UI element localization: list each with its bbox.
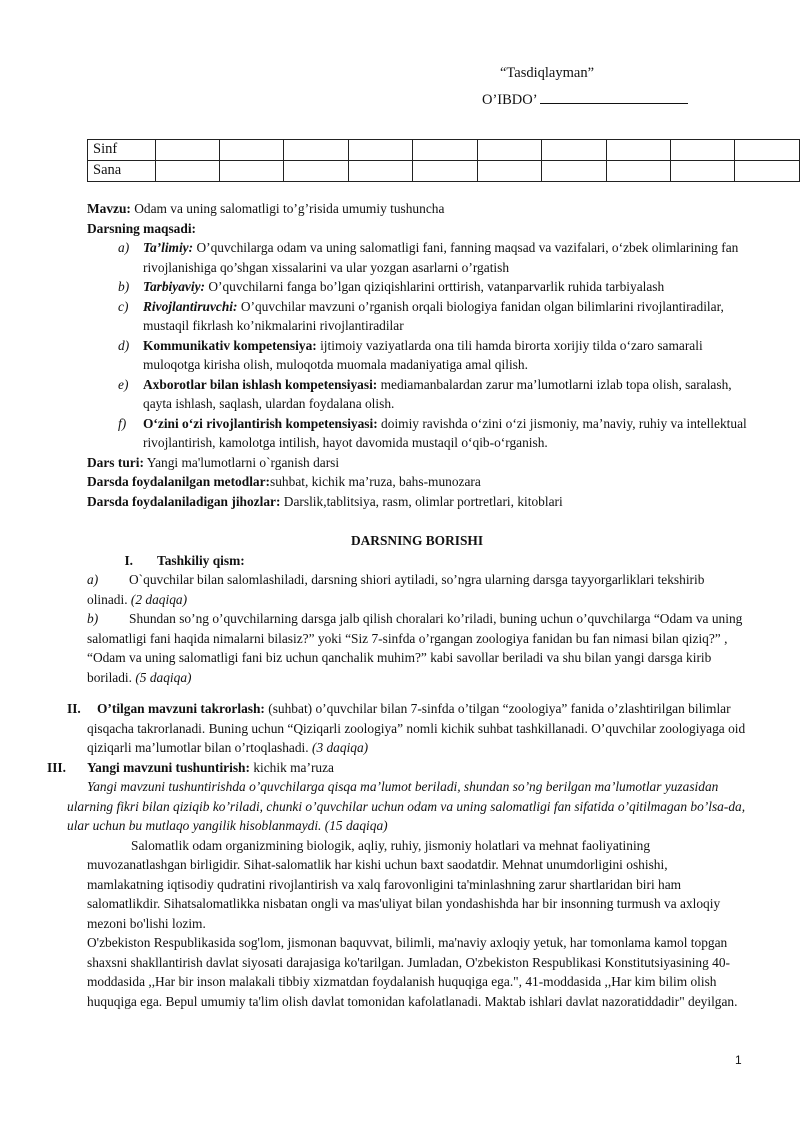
goal-marker: b) (118, 279, 130, 294)
goal-title: Oʻzini oʻzi rivojlantirish kompetensiyasi: (143, 415, 378, 431)
table-cell (220, 140, 284, 161)
table-cell (155, 161, 219, 182)
table-cell (542, 161, 606, 182)
goal-text: doimiy ravishda oʻzini oʻzi jismoniy, maʼnaviy, ruhiy va intellektual rivojlantirish, kamolotga intilish, hayot davomida mustaqil oʻqib-oʻrganish. (143, 415, 747, 450)
director-signature-line (482, 88, 688, 111)
section1-item-a: a) O`quvchilar bilan salomlashiladi, darsning shiori aytiladi, so’ngra ularning darsga tayyorgarliklari tekshirib olinadi. (2 daqiqa) (87, 572, 705, 607)
class-date-table (87, 139, 800, 182)
section3-para2: O'zbekiston Respublikasida sog'lom, jismonan baquvvat, bilimli, ma'naviy axloqiy yetuk, har tomonlama kamol topgan shaxsni shakllantirish davlat siyosati darajasiga ko'tarilgan. Jumladan, O'zbekiston Respublikasi Konstitutsiyasining 40-moddasida ,,Har bir inson malakali tibbiy xizmatdan foydalanish huquqiga ega.", 41-moddasida ,,Har kim bilim olish huquqiga ega. Bepul umumiy ta'lim olish davlat tomonidan kafolatlanadi. Maktab ishlari davlat nazoratiddadir" deyilgan. (87, 935, 738, 1009)
goal-text: mediamanbalardan zarur maʼlumotlarni izlab topa olish, saralash, qayta ishlash, saqlash, ulardan foydalana olish. (143, 376, 732, 411)
goal-marker: f) (118, 415, 127, 431)
row-label: Sana (88, 161, 156, 182)
goal-title: Kommunikativ kompetensiya: (143, 337, 317, 353)
goal-item (87, 238, 747, 277)
goal-title: Tarbiyaviy: (143, 279, 205, 294)
table-cell (477, 140, 541, 161)
goal-marker: c) (118, 298, 129, 314)
goal-marker: a) (118, 240, 130, 255)
maqsad-heading: Darsning maqsadi: (87, 220, 197, 236)
goal-item (87, 336, 747, 375)
table-cell (671, 161, 735, 182)
approval-heading: “Tasdiqlayman” (500, 65, 595, 81)
goal-title: Ta’limiy: (143, 240, 194, 255)
section1-item-b: b) Shundan so’ng o’quvchilarning darsga jalb qilish choralari ko’riladi, buning uchun o’quvchilarga “Odam va uning salomatligi fani haqida nimalarni bilasiz?” yoki “Siz 7-sinfda o’rgangan zoologiya fanidan bu fan nimasi bilan qiziq?” , “Odam va uning salomatligi fani biz uchun qanchalik muhim?” kabi savollar beriladi va shu bilan yangi darsga kirib boriladi. (5 daqiqa) (87, 611, 743, 685)
section3-heading: III. Yangi mavzuni tushuntirish: kichik ma’ruza (47, 759, 334, 775)
signature-underline (540, 88, 688, 104)
mavzu-line (87, 199, 747, 219)
table-cell (735, 140, 800, 161)
table-cell (348, 161, 412, 182)
goal-title: Axborotlar bilan ishlash kompetensiyasi: (143, 376, 378, 392)
table-cell (284, 161, 348, 182)
dars-turi-line: Dars turi: Yangi ma'lumotlarni o`rganish darsi (87, 454, 340, 470)
table-row (88, 140, 800, 161)
goal-item (87, 277, 747, 297)
page-number: 1 (735, 1053, 742, 1067)
goal-text: ijtimoiy vaziyatlarda ona tili hamda birorta xorijiy tilda oʻzaro samarali muloqotga kirisha olish, muloqotda muomala madaniyatiga amal qilish. (143, 337, 703, 372)
section2: II. O’tilgan mavzuni takrorlash: (suhbat) o’quvchilar bilan 7-sinfda o’tilgan “zoologiya” fanida o’zlashtirilgan bilimlar qisqacha takrorlanadi. Buning uchun “Qiziqarli zoologiya” nomli kichik suhbat tashkillanadi. O’quvchilar zoologiyaga oid qiziqarli ma’lumotlar bilan o’rtoqlashadi. (3 daqiqa) (67, 701, 746, 755)
section3-intro: Yangi mavzuni tushuntirishda o’quvchilarga qisqa ma’lumot beriladi, shundan so’ng berilgan ma’lumotlar yuzasidan ularning fikri bilan qiziqib ko’riladi, chunki o’quvchilar uchun odam va uning salomatligi fan sifatida o’qitilmagan bo’lsa-da, ular uchun bu mutlaqo yangilik hisoblanmaydi. (15 daqiqa) (67, 779, 746, 833)
table-cell (220, 161, 284, 182)
goal-item (87, 414, 747, 453)
table-cell (348, 140, 412, 161)
table-cell (413, 161, 477, 182)
goal-item (87, 375, 747, 414)
goal-text: O’quvchilarni fanga bo’lgan qiziqishlarini orttirish, vatanparvarlik ruhida tarbiyalash (204, 279, 665, 294)
jihozlar-line: Darsda foydalaniladigan jihozlar: Darslik,tablitsiya, rasm, olimlar portretlari, kitoblari (87, 493, 563, 509)
goal-title: Rivojlantiruvchi: (143, 298, 238, 314)
goal-item (87, 297, 747, 336)
lesson-plan-body (47, 199, 747, 1011)
table-cell (735, 161, 800, 182)
section1-heading: I. Tashkiliy qism: (124, 552, 245, 568)
section3-para1: Salomatlik odam organizmining biologik, aqliy, ruhiy, jismoniy holatlari va mehnat faoliyatining muvozanatlashgan birligidir. Sihat-salomatlik har kishi uchun baxt saodatdir. Mehnat unumdorligini oshishi, mamlakatning iqtisodiy qudratini rivojlantirish va xalq farovonligini ta'minlashning zarur shartlaridan biri ham salomatlikdir. Sihatsalomatlikka nisbatan ongli va mas'uliyat bilan yondashishda har bir insonning turmush va axloqiy mezoni bo'lishi lozim. (87, 837, 721, 931)
goal-marker: d) (118, 337, 130, 353)
table-cell (606, 161, 670, 182)
row-label: Sinf (88, 140, 156, 161)
table-cell (542, 140, 606, 161)
goal-marker: e) (118, 376, 129, 392)
mavzu-label: Mavzu: (87, 201, 131, 216)
table-row (88, 161, 800, 182)
table-cell (155, 140, 219, 161)
table-cell (477, 161, 541, 182)
goal-text: O’quvchilarga odam va uning salomatligi fani, fanning maqsad va vazifalari, oʻzbek olimlarining fan rivojlanishiga qo’shgan xissalarini va ular yozgan asarlarni o’rgatish (143, 240, 739, 275)
table-cell (671, 140, 735, 161)
table-cell (284, 140, 348, 161)
director-label: O’IBDO’ (482, 92, 538, 108)
metodlar-line: Darsda foydalanilgan metodlar:suhbat, kichik ma’ruza, bahs-munozara (87, 474, 481, 489)
goals-list (87, 238, 747, 453)
goal-text: O’quvchilar mavzuni o’rganish orqali biologiya fanidan olgan bilimlarini rivojlantiradilar, mustaqil fikrlash ko’nikmalarini rivojlantiradilar (143, 298, 724, 333)
table-cell (413, 140, 477, 161)
borishi-title: DARSNING BORISHI (350, 533, 484, 548)
table-cell (606, 140, 670, 161)
mavzu-text: Odam va uning salomatligi to’g’risida umumiy tushuncha (130, 201, 445, 216)
